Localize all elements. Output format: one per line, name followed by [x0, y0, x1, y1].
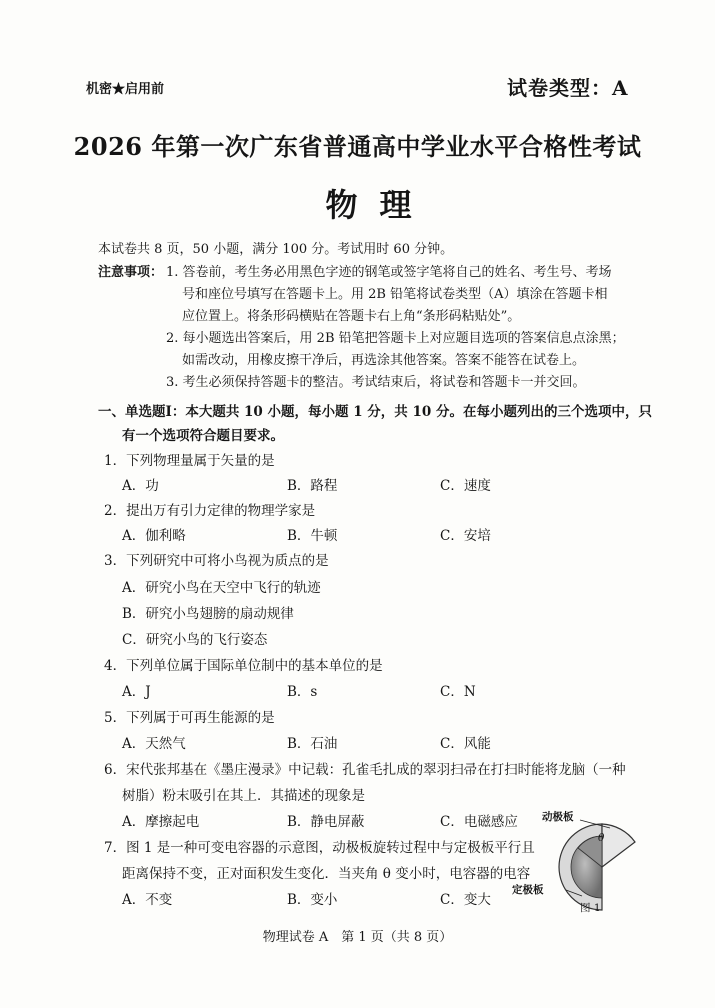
theta-label: θ — [598, 832, 605, 844]
note-2-line-2: 如需改动，用橡皮擦干净后，再选涂其他答案。答案不能答在试卷上。 — [182, 353, 586, 368]
notes-label: 注意事项： — [98, 265, 164, 280]
note-1-line-3: 应位置上。将条形码横贴在答题卡右上角“条形码粘贴处”。 — [182, 309, 521, 324]
question-2-option-b: B．牛顿 — [287, 528, 338, 544]
exam-intro: 本试卷共 8 页，50 小题，满分 100 分。考试用时 60 分钟。 — [98, 242, 454, 257]
question-4-stem: 4．下列单位属于国际单位制中的基本单位的是 — [104, 658, 383, 674]
fixed-plate-label: 定极板 — [512, 884, 544, 896]
question-7-stem-line-1: 7．图 1 是一种可变电容器的示意图，动极板旋转过程中与定极板平行且 — [104, 840, 535, 856]
note-1-line-2: 号和座位号填写在答题卡上。用 2B 铅笔将试卷类型（A）填涂在答题卡相 — [182, 287, 608, 302]
note-1-line-1: 1. 答卷前，考生务必用黑色字迹的钢笔或签字笔将自己的姓名、考生号、考场 — [166, 265, 612, 280]
question-4-option-c: C．N — [440, 684, 476, 700]
question-7-option-b: B．变小 — [287, 892, 338, 908]
question-4-option-b: B．s — [287, 684, 318, 700]
question-1-option-b: B．路程 — [287, 478, 338, 494]
question-6-option-b: B．静电屏蔽 — [287, 814, 365, 830]
note-3-line-1: 3. 考生必须保持答题卡的整洁。考试结束后，将试卷和答题卡一并交回。 — [166, 375, 586, 390]
question-3-option-c: C．研究小鸟的飞行姿态 — [122, 632, 268, 648]
page-footer: 物理试卷 A 第 1 页（共 8 页） — [262, 930, 453, 945]
question-1-option-c: C．速度 — [440, 478, 491, 494]
subject-title: 物理 — [325, 186, 434, 224]
question-6-stem-line-2: 树脂）粉末吸引在其上．其描述的现象是 — [122, 788, 365, 804]
question-5-stem: 5．下列属于可再生能源的是 — [104, 710, 275, 726]
section-1-heading: 一、单选题Ⅰ：本大题共 10 小题，每小题 1 分，共 10 分。在每小题列出的三个选项中，只 — [98, 404, 652, 420]
section-1-heading-cont: 有一个选项符合题目要求。 — [122, 428, 284, 444]
question-3-option-b: B．研究小鸟翅膀的扇动规律 — [122, 606, 294, 622]
moving-plate-label: 动极板 — [542, 811, 574, 823]
question-4-option-a: A．J — [122, 684, 151, 700]
question-3-option-a: A．研究小鸟在天空中飞行的轨迹 — [122, 580, 321, 596]
question-7-stem-line-2: 距离保持不变，正对面积发生变化．当夹角 θ 变小时，电容器的电容 — [122, 866, 531, 882]
question-6-option-c: C．电磁感应 — [440, 814, 518, 830]
exam-title: 2026 年第一次广东省普通高中学业水平合格性考试 — [73, 132, 642, 161]
question-7-option-c: C．变大 — [440, 892, 491, 908]
question-7-option-a: A．不变 — [122, 892, 173, 908]
question-3-stem: 3．下列研究中可将小鸟视为质点的是 — [104, 553, 329, 569]
figure-caption: 图 1 — [580, 902, 601, 914]
question-1-option-a: A．功 — [122, 478, 159, 494]
question-5-option-a: A．天然气 — [122, 736, 186, 752]
question-1-stem: 1．下列物理量属于矢量的是 — [104, 453, 275, 469]
figure-1-capacitor — [512, 811, 640, 922]
question-2-option-a: A．伽利略 — [122, 528, 186, 544]
moving-plate-shape — [602, 824, 635, 867]
question-5-option-c: C．风能 — [440, 736, 491, 752]
paper-type: 试卷类型：A — [507, 76, 629, 100]
question-5-option-b: B．石油 — [287, 736, 338, 752]
confidential-mark: 机密★启用前 — [86, 82, 165, 97]
question-6-stem-line-1: 6．宋代张邦基在《墨庄漫录》中记载：孔雀毛扎成的翠羽扫帚在打扫时能将龙脑（一种 — [104, 762, 626, 778]
question-2-option-c: C．安培 — [440, 528, 491, 544]
note-2-line-1: 2. 每小题选出答案后，用 2B 铅笔把答题卡上对应题目选项的答案信息点涂黑； — [166, 331, 625, 346]
question-6-option-a: A．摩擦起电 — [122, 814, 200, 830]
question-2-stem: 2．提出万有引力定律的物理学家是 — [104, 503, 316, 519]
